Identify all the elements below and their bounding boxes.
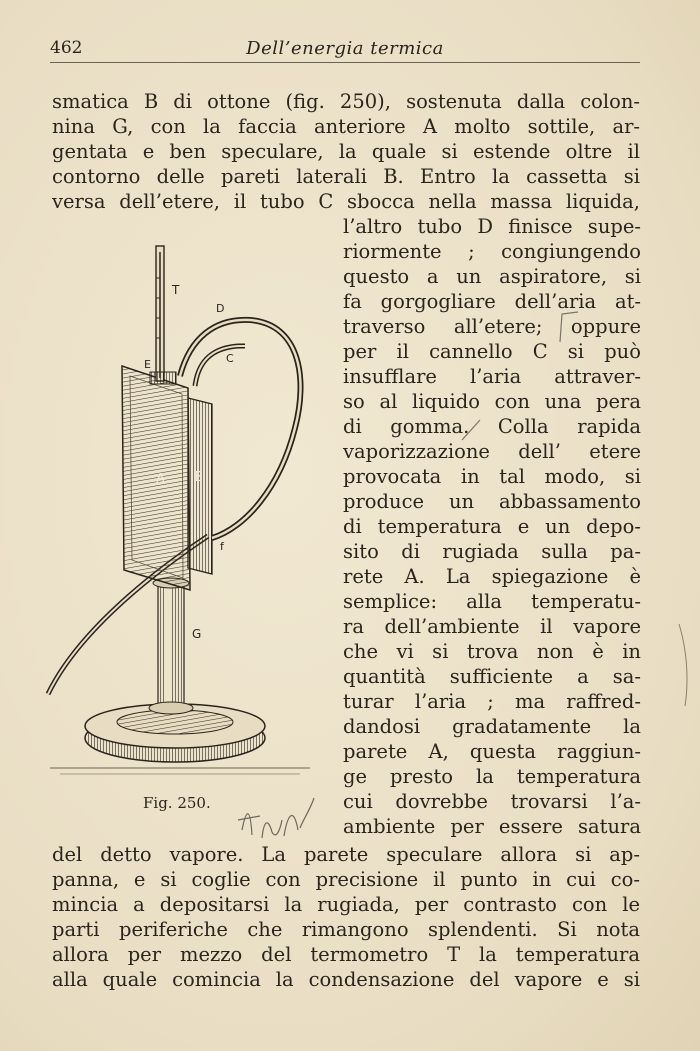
pencil-scribble bbox=[232, 790, 342, 850]
page-number: 462 bbox=[50, 38, 83, 58]
text-line: insufflare l’aria attraver- bbox=[343, 365, 641, 388]
text-line: sito di rugiada sulla pa- bbox=[343, 540, 641, 563]
text-line: riormente ; congiungendo bbox=[343, 240, 641, 263]
pencil-mark bbox=[458, 416, 488, 446]
pencil-bracket bbox=[556, 308, 586, 348]
text-line: semplice: alla temperatu- bbox=[343, 590, 641, 613]
text-line: vaporizzazione dell’ etere bbox=[343, 440, 641, 463]
text-line: produce un abbassamento bbox=[343, 490, 641, 513]
text-line: ambiente per essere satura bbox=[343, 815, 641, 838]
stand-base bbox=[50, 704, 310, 774]
text-line: che vi si trova non è in bbox=[343, 640, 641, 663]
text-line: allora per mezzo del termometro T la temperatura bbox=[52, 943, 640, 966]
text-line: provocata in tal modo, si bbox=[343, 465, 641, 488]
thermometer-t bbox=[156, 246, 164, 381]
text-line: ge presto la temperatura bbox=[343, 765, 641, 788]
text-line: rete A. La spiegazione è bbox=[343, 565, 641, 588]
label-f: f bbox=[220, 540, 224, 553]
text-line: di temperatura e un depo- bbox=[343, 515, 641, 538]
text-line: ra dell’ambiente il vapore bbox=[343, 615, 641, 638]
text-line: l’altro tubo D finisce supe- bbox=[343, 215, 641, 238]
text-line: alla quale comincia la condensazione del vapore e si bbox=[52, 968, 640, 991]
text-line: versa dell’etere, il tubo C sbocca nella massa liquida, bbox=[52, 190, 640, 213]
text-line: contorno delle pareti laterali B. Entro la cassetta si bbox=[52, 165, 640, 188]
text-line: parti periferiche che rimangono splendenti. Si nota bbox=[52, 918, 640, 941]
text-line: dandosi gradatamente la bbox=[343, 715, 641, 738]
label-d: D bbox=[216, 302, 225, 315]
text-line: panna, e si coglie con precisione il punto in cui co- bbox=[52, 868, 640, 891]
label-g: G bbox=[192, 627, 202, 641]
label-c: C bbox=[226, 352, 234, 365]
text-line: traverso all’etere; oppure bbox=[343, 315, 641, 338]
text-line: fa gorgogliare dell’aria at- bbox=[343, 290, 641, 313]
text-line: so al liquido con una pera bbox=[343, 390, 641, 413]
figure-caption: Fig. 250. bbox=[143, 794, 211, 812]
column-g bbox=[149, 578, 193, 714]
label-a: A bbox=[156, 472, 165, 487]
text-line: turar l’aria ; ma raffred- bbox=[343, 690, 641, 713]
text-line: del detto vapore. La parete speculare allora si ap- bbox=[52, 843, 640, 866]
running-title: Dell’energia termica bbox=[246, 38, 444, 59]
margin-mark bbox=[675, 620, 695, 710]
text-line: mincia a depositarsi la rugiada, per contrasto con le bbox=[52, 893, 640, 916]
text-line: cui dovrebbe trovarsi l’a- bbox=[343, 790, 641, 813]
label-b: B bbox=[194, 470, 203, 485]
text-line: questo a un aspiratore, si bbox=[343, 265, 641, 288]
text-line: nina G, con la faccia anteriore A molto sottile, ar- bbox=[52, 115, 640, 138]
page-header bbox=[50, 38, 640, 63]
text-line: di gomma. Colla rapida bbox=[343, 415, 641, 438]
text-line: quantità sufficiente a sa- bbox=[343, 665, 641, 688]
text-line: parete A, questa raggiun- bbox=[343, 740, 641, 763]
text-line: smatica B di ottone (fig. 250), sostenuta dalla colon- bbox=[52, 90, 640, 113]
label-t: T bbox=[172, 283, 180, 297]
label-e: E bbox=[144, 358, 151, 371]
box-b bbox=[188, 398, 212, 574]
text-line: gentata e ben speculare, la quale si estende oltre il bbox=[52, 140, 640, 163]
hygrometer-illustration bbox=[40, 238, 330, 798]
text-line: per il cannello C si può bbox=[343, 340, 641, 363]
